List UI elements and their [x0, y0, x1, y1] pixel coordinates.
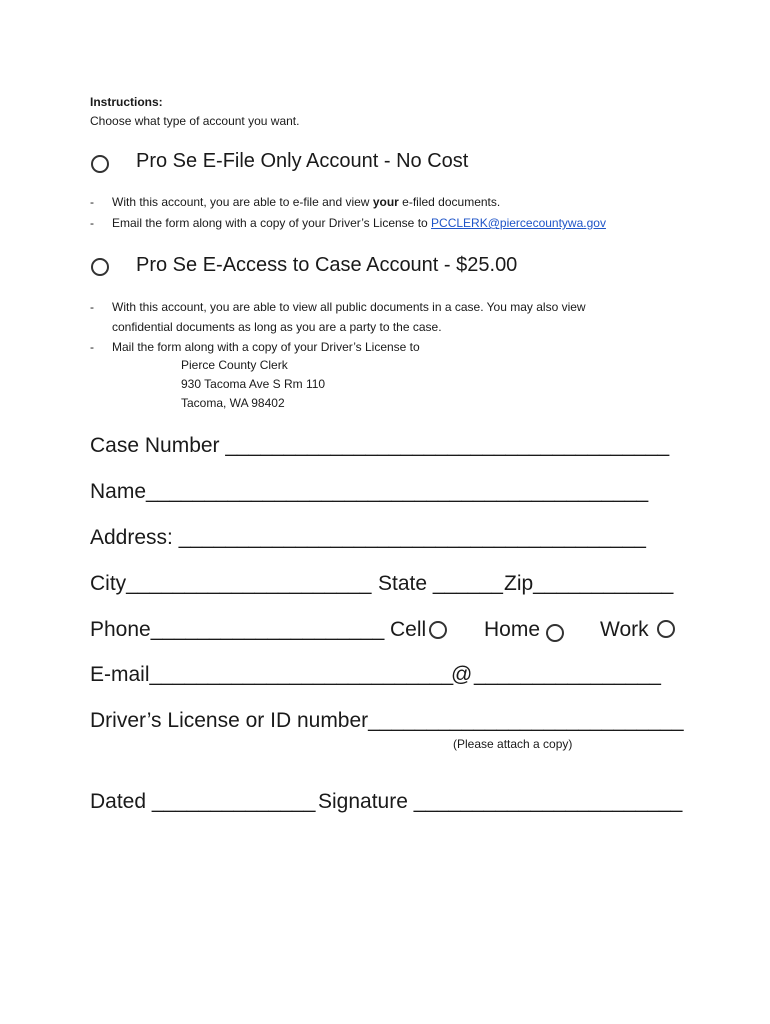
home-label: Home [484, 618, 541, 641]
eaccess-bullet-1-line-2: confidential documents as long as you are a party to the case. [112, 320, 442, 334]
city-field[interactable]: City_____________________ [90, 572, 372, 595]
mail-address-line-3: Tacoma, WA 98402 [181, 396, 285, 410]
efile-bullet-1 [112, 195, 500, 209]
bullet-dash: - [90, 216, 94, 230]
eaccess-bullet-1-line-1: With this account, you are able to view all public documents in a case. You may also view [112, 300, 586, 314]
efile-bullet-2-text: Email the form along with a copy of your Driver’s License to [112, 216, 432, 230]
work-radio[interactable] [657, 620, 675, 638]
instructions-subtitle: Choose what type of account you want. [90, 114, 300, 128]
efile-bullet-2 [112, 216, 606, 230]
case-number-field[interactable]: Case Number ______________________________________ [90, 434, 670, 457]
cell-radio[interactable] [429, 621, 447, 639]
eaccess-title: Pro Se E-Access to Case Account - $25.00 [136, 254, 518, 276]
eaccess-radio[interactable] [91, 258, 109, 276]
instructions-title: Instructions: [90, 95, 163, 109]
efile-only-radio[interactable] [91, 155, 109, 173]
bullet-dash: - [90, 195, 94, 209]
email-local-field[interactable]: E-mail__________________________ [90, 663, 454, 686]
dated-field[interactable]: Dated ______________ [90, 790, 316, 813]
zip-field[interactable]: Zip____________ [504, 572, 674, 595]
bullet-dash: - [90, 300, 94, 314]
clerk-email-link[interactable]: PCCLERK@piercecountywa.gov [431, 216, 606, 230]
address-field[interactable]: Address: ________________________________________ [90, 526, 646, 549]
work-label: Work [600, 618, 649, 641]
mail-address-line-2: 930 Tacoma Ave S Rm 110 [181, 377, 326, 391]
eaccess-bullet-2: Mail the form along with a copy of your Driver’s License to [112, 340, 420, 354]
efile-bullet-1-bold: your [372, 195, 399, 209]
attach-copy-note: (Please attach a copy) [453, 737, 573, 751]
cell-label: Cell [390, 618, 427, 641]
efile-bullet-1-tail: e-filed documents. [398, 195, 501, 209]
email-domain-field[interactable]: ________________ [474, 663, 661, 686]
home-radio[interactable] [546, 624, 564, 642]
drivers-license-field[interactable]: Driver’s License or ID number___________________________ [90, 709, 684, 732]
efile-only-title: Pro Se E-File Only Account - No Cost [136, 150, 469, 172]
mail-address-line-1: Pierce County Clerk [181, 358, 288, 372]
signature-field[interactable]: Signature _______________________ [318, 790, 683, 813]
state-field[interactable]: State ______ [378, 572, 503, 595]
phone-field[interactable]: Phone____________________ [90, 618, 385, 641]
email-at-sign: @ [451, 663, 473, 686]
efile-bullet-1-text: With this account, you are able to e-file and view [112, 195, 373, 209]
name-field[interactable]: Name___________________________________________ [90, 480, 649, 503]
bullet-dash: - [90, 340, 94, 354]
